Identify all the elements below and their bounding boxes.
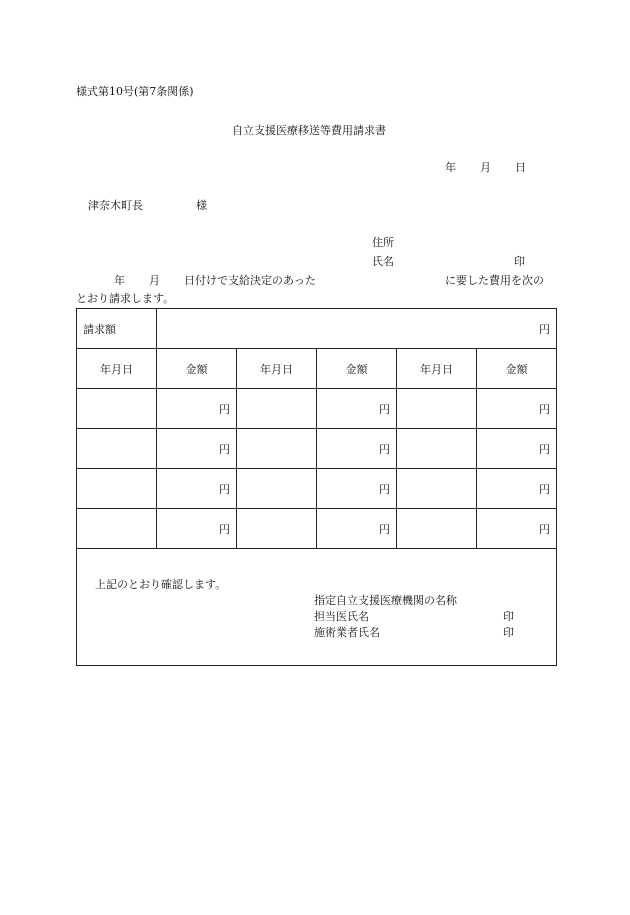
amount-cell[interactable]: 円 [317,429,397,469]
date-day-label: 日 [515,161,526,174]
statement-line2: とおり請求します。 [76,292,175,305]
confirmation-row [77,549,557,666]
statement-year: 年 [114,274,125,287]
amount-cell[interactable]: 円 [477,429,557,469]
amount-cell[interactable]: 円 [477,509,557,549]
amount-cell[interactable]: 円 [477,469,557,509]
date-cell[interactable] [237,429,317,469]
table-row [77,389,557,429]
header-amount: 金額 [477,349,557,389]
date-cell[interactable] [237,509,317,549]
amount-cell[interactable]: 円 [317,389,397,429]
date-cell[interactable] [237,389,317,429]
confirmation-statement: 上記のとおり確認します。 [95,578,227,591]
date-cell[interactable] [397,509,477,549]
statement-end: に要した費用を次の [445,274,544,287]
address-label: 住所 [372,236,394,249]
header-date: 年月日 [77,349,157,389]
date-cell[interactable] [237,469,317,509]
practitioner-seal: 印 [503,626,514,639]
amount-cell[interactable]: 円 [317,469,397,509]
claim-amount-label: 請求額 [77,309,157,349]
applicant-seal: 印 [514,255,525,268]
doctor-label: 担当医氏名 [314,610,369,623]
header-amount: 金額 [317,349,397,389]
amount-cell[interactable]: 円 [157,389,237,429]
header-amount: 金額 [157,349,237,389]
amount-cell[interactable]: 円 [157,429,237,469]
form-number: 様式第10号(第7条関係) [76,85,194,98]
doctor-seal: 印 [503,610,514,623]
claim-amount-unit: 円 [539,322,551,336]
date-cell[interactable] [77,389,157,429]
amount-cell[interactable]: 円 [477,389,557,429]
claim-amount-field[interactable] [157,309,557,349]
date-year-label: 年 [445,161,456,174]
date-cell[interactable] [397,429,477,469]
amount-cell[interactable]: 円 [317,509,397,549]
date-cell[interactable] [397,469,477,509]
table-row [77,509,557,549]
addressee-honorific: 様 [196,199,207,212]
table-row [77,429,557,469]
practitioner-label: 施術業者氏名 [314,626,380,639]
header-row [77,349,557,389]
date-cell[interactable] [77,469,157,509]
form-title: 自立支援医療移送等費用請求書 [232,124,386,137]
table-row [77,469,557,509]
claim-amount-row [77,309,557,349]
claim-table [76,308,557,666]
date-cell[interactable] [77,429,157,469]
date-cell[interactable] [77,509,157,549]
institution-label: 指定自立支援医療機関の名称 [314,594,457,607]
confirmation-cell [77,549,557,666]
statement-month: 月 [149,274,160,287]
name-label: 氏名 [372,255,394,268]
header-date: 年月日 [237,349,317,389]
date-cell[interactable] [397,389,477,429]
amount-cell[interactable]: 円 [157,469,237,509]
date-month-label: 月 [480,161,491,174]
header-date: 年月日 [397,349,477,389]
addressee-name: 津奈木町長 [88,199,143,212]
amount-cell[interactable]: 円 [157,509,237,549]
statement-middle: 日付けで支給決定のあった [184,274,316,287]
